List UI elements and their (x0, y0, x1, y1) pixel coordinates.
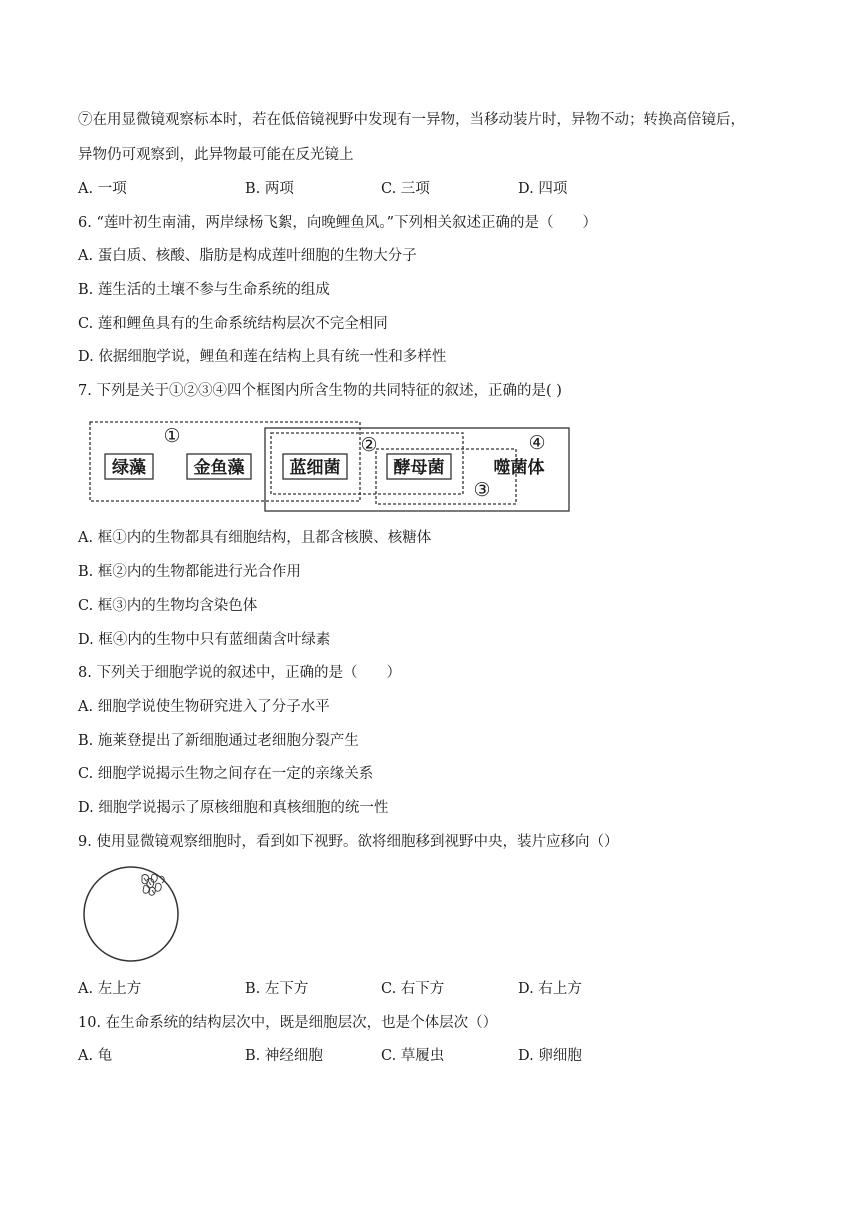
q7-option-d: D. 框④内的生物中只有蓝细菌含叶绿素 (78, 632, 331, 648)
q10-option-a: A. 龟 (78, 1048, 113, 1064)
org-green-algae: 绿藻 (112, 458, 146, 478)
q7-stem: 7. 下列是关于①②③④四个框图内所含生物的共同特征的叙述，正确的是( ) (78, 383, 562, 399)
q5-option-d: D. 四项 (518, 181, 568, 197)
frame-label-4: ④ (528, 432, 546, 454)
q10-option-c: C. 草履虫 (381, 1048, 445, 1064)
q9-option-a: A. 左上方 (78, 981, 142, 997)
q8-option-a: A. 细胞学说使生物研究进入了分子水平 (78, 699, 330, 715)
q5-option-a: A. 一项 (78, 181, 127, 197)
q9-option-d: D. 右上方 (518, 981, 582, 997)
q6-stem: 6. “莲叶初生南浦，两岸绿杨飞絮，向晚鲤鱼风。”下列相关叙述正确的是（ ） (78, 215, 598, 231)
q9-option-b: B. 左下方 (245, 981, 309, 997)
org-yeast: 酵母菌 (393, 458, 445, 478)
org-phage: 噬菌体 (493, 458, 545, 478)
q6-option-d: D. 依据细胞学说，鲤鱼和莲在结构上具有统一性和多样性 (78, 349, 447, 365)
q8-stem: 8. 下列关于细胞学说的叙述中，正确的是（ ） (78, 665, 401, 681)
q7-option-b: B. 框②内的生物都能进行光合作用 (78, 564, 301, 580)
q7-option-a: A. 框①内的生物都具有细胞结构，且都含核膜、核糖体 (78, 530, 432, 546)
frame-label-3: ③ (473, 479, 491, 501)
q9-option-c: C. 右下方 (381, 981, 445, 997)
q10-option-d: D. 卵细胞 (518, 1048, 582, 1064)
q7-option-c: C. 框③内的生物均含染色体 (78, 598, 258, 614)
q8-option-b: B. 施莱登提出了新细胞通过老细胞分裂产生 (78, 733, 359, 749)
q7-frame-diagram (85, 416, 575, 516)
q10-option-b: B. 神经细胞 (245, 1048, 323, 1064)
q8-option-c: C. 细胞学说揭示生物之间存在一定的亲缘关系 (78, 766, 374, 782)
q10-stem: 10. 在生命系统的结构层次中，既是细胞层次，也是个体层次（） (78, 1015, 498, 1031)
q5-statement-7-line2: 异物仍可观察到，此异物最可能在反光镜上 (78, 147, 354, 163)
q5-statement-7-line1: ⑦在用显微镜观察标本时，若在低倍镜视野中发现有一异物，当移动装片时，异物不动；转换高倍镜后， (78, 112, 745, 128)
q6-option-c: C. 莲和鲤鱼具有的生命系统结构层次不完全相同 (78, 316, 388, 332)
q5-option-c: C. 三项 (381, 181, 430, 197)
q9-stem: 9. 使用显微镜观察细胞时，看到如下视野。欲将细胞移到视野中央，装片应移向（） (78, 834, 619, 850)
frame-label-1: ① (163, 425, 181, 447)
q9-microscope-field-figure (80, 866, 190, 966)
frame-label-2: ② (360, 434, 378, 456)
q5-option-b: B. 两项 (245, 181, 294, 197)
q6-option-a: A. 蛋白质、核酸、脂肪是构成莲叶细胞的生物大分子 (78, 248, 417, 264)
q8-option-d: D. 细胞学说揭示了原核细胞和真核细胞的统一性 (78, 800, 389, 816)
org-hornwort: 金鱼藻 (193, 458, 245, 478)
q6-option-b: B. 莲生活的土壤不参与生命系统的组成 (78, 282, 330, 298)
org-cyanobacteria: 蓝细菌 (289, 458, 341, 478)
